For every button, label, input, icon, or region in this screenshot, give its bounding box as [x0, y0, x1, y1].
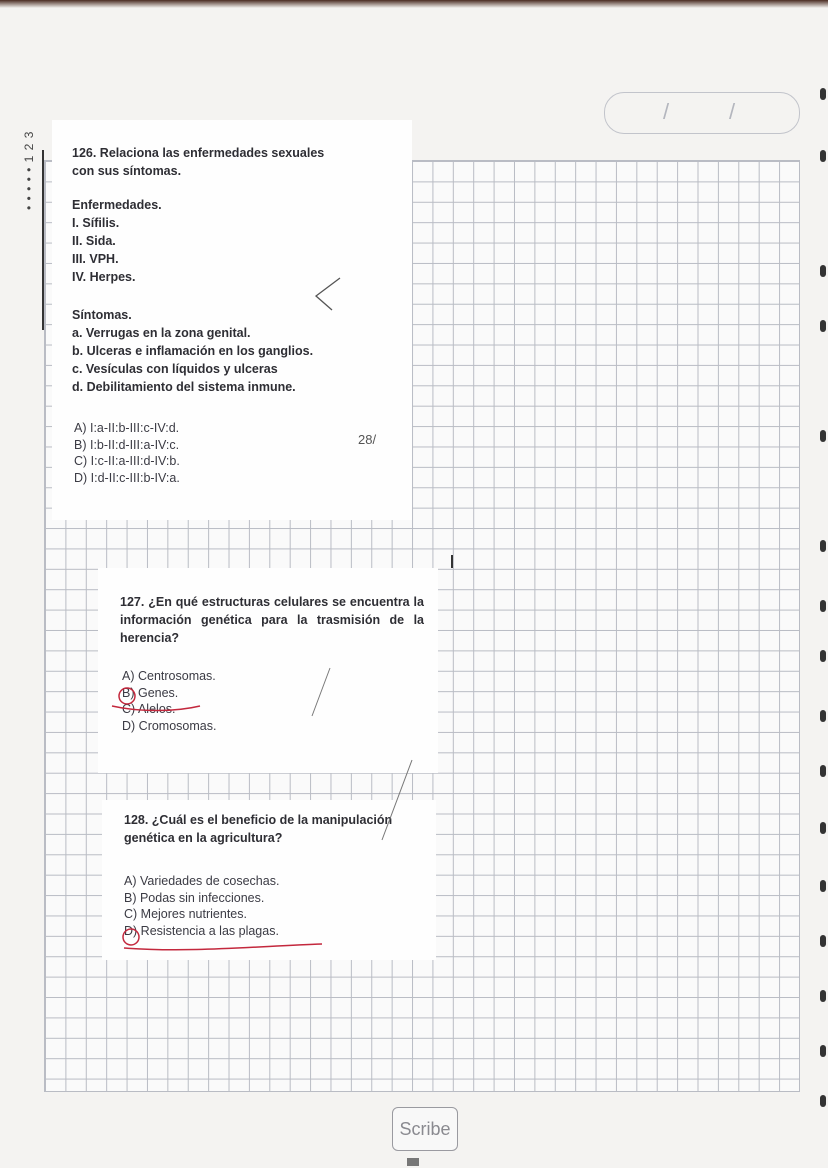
diseases-header: Enfermedades.: [72, 198, 162, 212]
question-126-title: 126. Relaciona las enfermedades sexuales con sus síntomas.: [72, 146, 325, 178]
binder-hole: [820, 990, 826, 1002]
option-a: A) Centrosomas.: [122, 669, 216, 683]
option-a: A) Variedades de cosechas.: [124, 874, 280, 888]
disease-item: II. Sida.: [72, 234, 116, 248]
symptom-item: a. Verrugas en la zona genital.: [72, 326, 251, 340]
option-c: C) Mejores nutrientes.: [124, 907, 247, 921]
option-d: D) Resistencia a las plagas.: [124, 923, 279, 938]
option-b: B) Podas sin infecciones.: [124, 890, 265, 905]
option-d: D) I:d-II:c-III:b-IV:a.: [74, 470, 180, 485]
option-c: C) I:c-II:a-III:d-IV:b.: [74, 454, 180, 468]
date-slash-1: /: [663, 99, 670, 124]
disease-item: III. VPH.: [72, 252, 119, 266]
binder-hole: [820, 710, 826, 722]
symptom-item: c. Vesículas con líquidos y ulceras: [72, 362, 278, 376]
question-128-title: 128. ¿Cuál es el beneficio de la manipulación genética en la agricultura?: [124, 813, 393, 845]
symptom-item: d. Debilitamiento del sistema inmune.: [72, 380, 296, 394]
binder-hole: [820, 265, 826, 277]
margin-line: [42, 150, 44, 330]
binder-hole: [820, 320, 826, 332]
margin-edge-text: • • • • • 1 2 3: [22, 130, 36, 210]
binder-hole: [820, 822, 826, 834]
question-127-title: 127. ¿En qué estructuras celulares se encuentra la información genética para la trasmisión de la herencia?: [120, 595, 424, 645]
symptom-item: b. Ulceras e inflamación en los ganglios.: [72, 344, 314, 358]
option-c: C) Alelos.: [122, 702, 176, 716]
disease-list: [72, 196, 392, 286]
binder-hole: [820, 88, 826, 100]
disease-item: I. Sífilis.: [72, 216, 120, 230]
binder-hole: [820, 880, 826, 892]
page-top-edge: [0, 0, 828, 8]
binder-hole: [820, 650, 826, 662]
binder-hole: [820, 150, 826, 162]
scribe-watermark: Scribe: [392, 1107, 458, 1151]
binder-hole: [820, 540, 826, 552]
date-box: [604, 92, 800, 134]
scribe-watermark-tail: [407, 1158, 419, 1166]
binder-hole: [820, 765, 826, 777]
option-b: B) I:b-II:d-III:a-IV:c.: [74, 437, 180, 452]
option-a: A) I:a-II:b-III:c-IV:d.: [74, 421, 180, 435]
symptoms-header: Síntomas.: [72, 308, 132, 322]
disease-item: IV. Herpes.: [72, 270, 136, 284]
question-127-options: [122, 668, 216, 734]
question-128-options: [124, 873, 279, 939]
binder-hole: [820, 600, 826, 612]
question-126-options: [74, 420, 180, 486]
binder-hole: [820, 935, 826, 947]
binder-hole: [820, 1095, 826, 1107]
date-slash-2: /: [729, 99, 736, 124]
score-mark: 28/: [358, 432, 377, 447]
binder-hole: [820, 1045, 826, 1057]
option-b: B) Genes.: [122, 685, 179, 700]
binder-hole: [820, 430, 826, 442]
option-d: D) Cromosomas.: [122, 718, 217, 733]
symptom-list: [72, 306, 402, 396]
